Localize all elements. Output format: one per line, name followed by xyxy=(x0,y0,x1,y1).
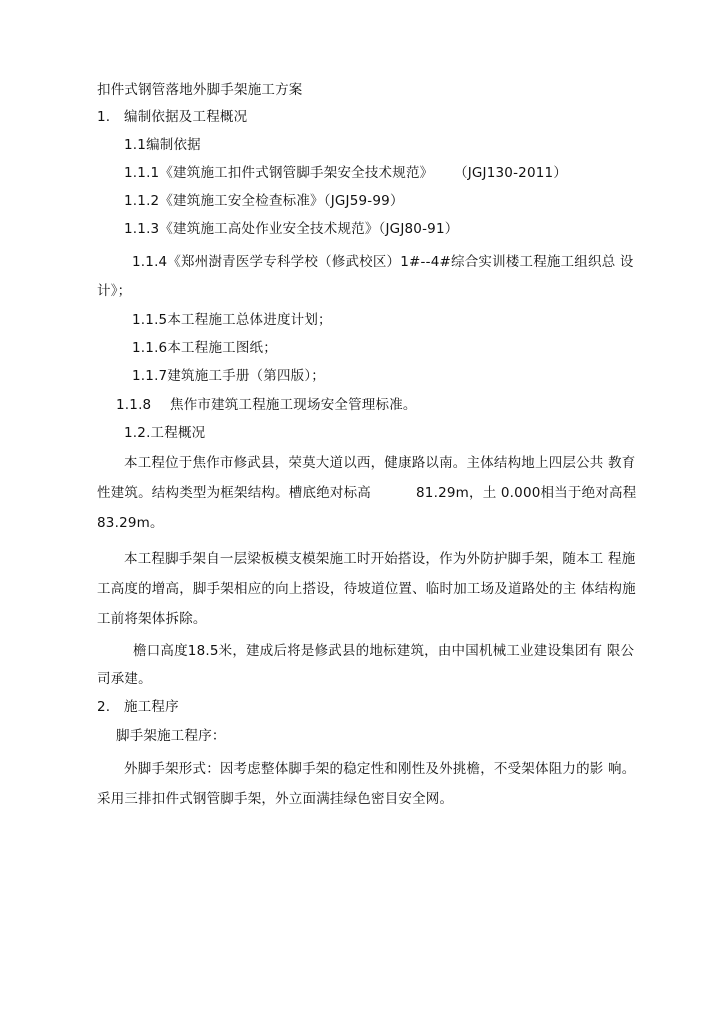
section-2-p1-line1: 外脚手架形式：因考虑整体脚手架的稳定性和刚性及外挑檐，不受架体阻力的影 响。 xyxy=(124,761,636,777)
reference-item-4-cont: 计》； xyxy=(97,283,132,299)
reference-item-4: 1.1.4《郑州澍青医学专科学校（修武校区）1#--4#综合实训楼工程施工组织总 设 xyxy=(132,254,634,270)
overview-p3-line2: 司承建。 xyxy=(97,671,152,687)
overview-p1-line2a: 性建筑。结构类型为框架结构。槽底绝对标高 xyxy=(97,485,371,501)
reference-item-5: 1.1.5本工程施工总体进度计划； xyxy=(132,312,332,328)
overview-p1-line2b: 81.29m，土 0.000相当于绝对高程 xyxy=(416,485,637,501)
reference-item-2: 1.1.2《建筑施工安全检查标准》（JGJ59-99） xyxy=(124,193,404,209)
overview-p2-line2: 工高度的增高，脚手架相应的向上搭设，待坡道位置、临时加工场及道路处的主 体结构施 xyxy=(97,581,636,597)
document-title: 扣件式钢管落地外脚手架施工方案 xyxy=(97,82,303,98)
reference-item-1-code: （JGJ130-2011） xyxy=(454,165,568,181)
section-2-number: 2. xyxy=(97,699,111,715)
subsection-1-1-heading: 1.1编制依据 xyxy=(124,137,201,153)
section-2-subheading: 脚手架施工程序： xyxy=(116,728,226,744)
section-2-p1-line2: 采用三排扣件式钢管脚手架，外立面满挂绿色密目安全网。 xyxy=(97,791,454,807)
section-1-number: 1. xyxy=(97,109,111,125)
overview-p2-line1: 本工程脚手架自一层梁板模支模架施工时开始搭设，作为外防护脚手架，随本工 程施 xyxy=(124,551,636,567)
reference-item-1: 1.1.1《建筑施工扣件式钢管脚手架安全技术规范》 xyxy=(124,165,434,181)
overview-p1-line1: 本工程位于焦作市修武县，荣莫大道以西，健康路以南。主体结构地上四层公共 教育 xyxy=(124,455,636,471)
overview-p2-line3: 工前将架体拆除。 xyxy=(97,611,207,627)
reference-item-8-number: 1.1.8 xyxy=(116,397,152,413)
subsection-1-2-heading: 1.2.工程概况 xyxy=(124,425,206,441)
reference-item-7: 1.1.7建筑施工手册（第四版）； xyxy=(132,368,325,384)
section-2-heading: 施工程序 xyxy=(124,699,179,715)
reference-item-8: 焦作市建筑工程施工现场安全管理标准。 xyxy=(170,397,417,413)
reference-item-6: 1.1.6本工程施工图纸； xyxy=(132,340,277,356)
overview-p3-line1: 檐口高度18.5米，建成后将是修武县的地标建筑，由中国机械工业建设集团有 限公 xyxy=(133,643,635,659)
overview-p1-line3: 83.29m。 xyxy=(97,515,164,531)
reference-item-3: 1.1.3《建筑施工高处作业安全技术规范》（JGJ80-91） xyxy=(124,221,459,237)
section-1-heading: 编制依据及工程概况 xyxy=(124,109,248,125)
